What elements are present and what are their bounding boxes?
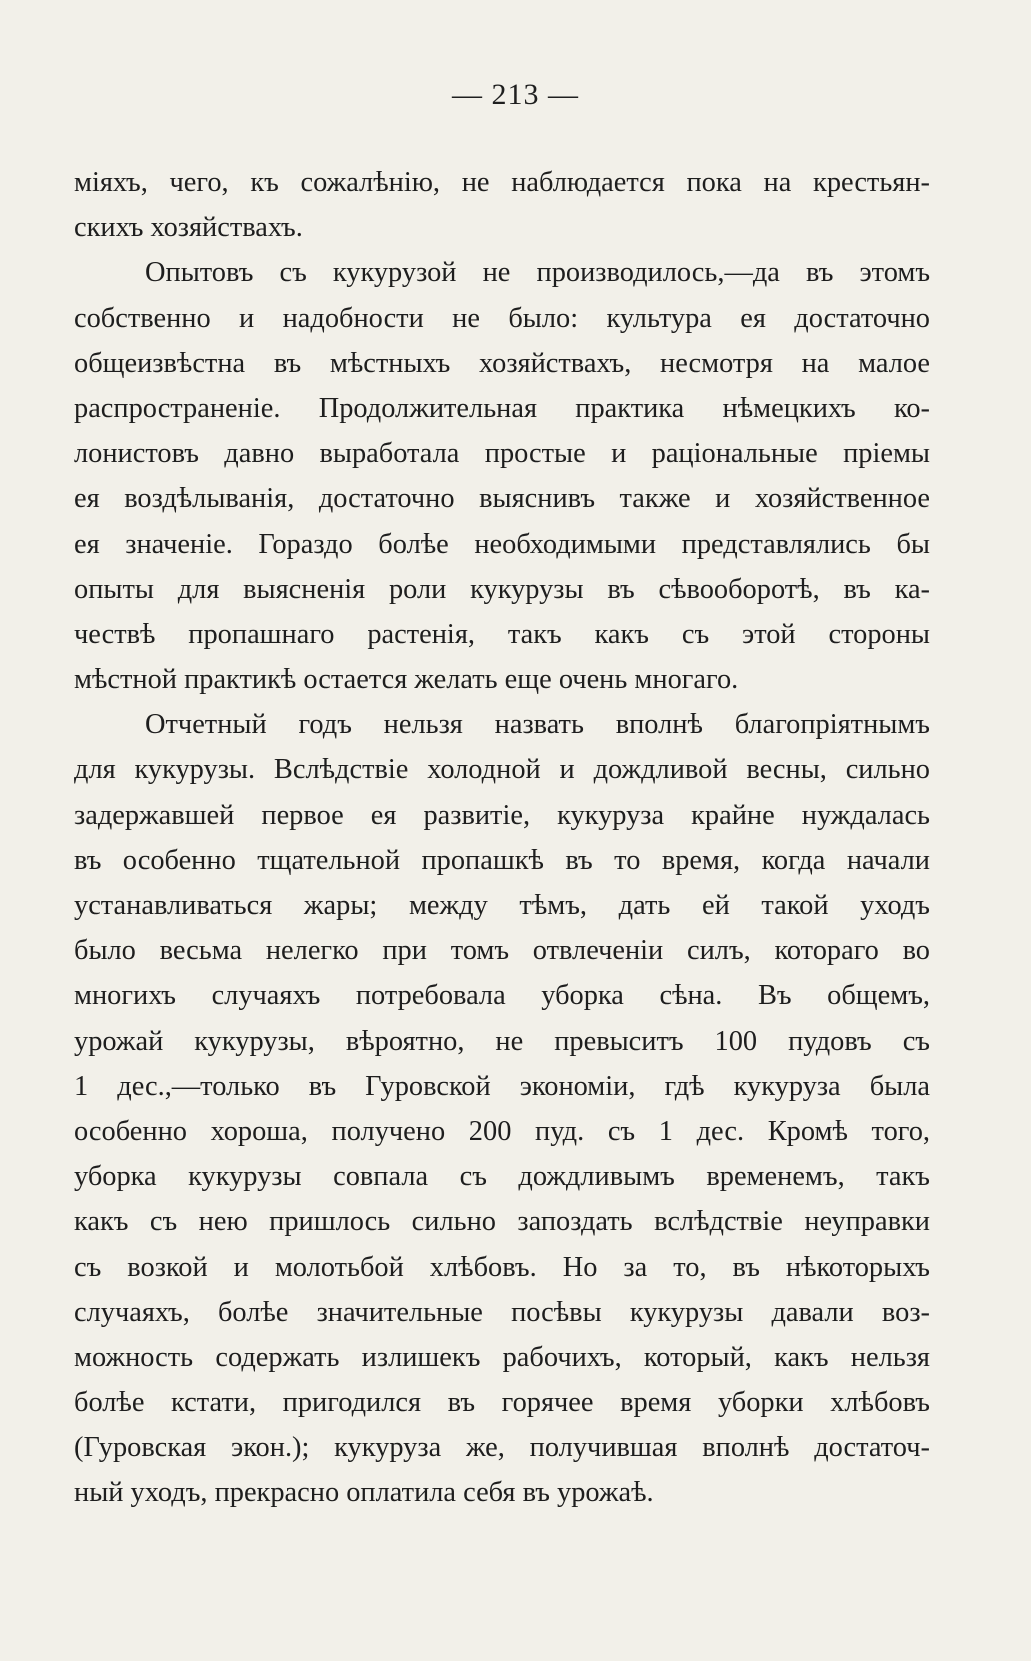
text-line: ный уходъ, прекрасно оплатила себя въ урожаѣ. (74, 1477, 654, 1509)
text-line: устанавливаться жары; между тѣмъ, дать ей такой уходъ (74, 890, 930, 921)
text-line: (Гуровская экон.); кукуруза же, получившая вполнѣ достаточ- (74, 1432, 930, 1464)
text-line: для кукурузы. Вслѣдствіе холодной и дождливой весны, сильно (74, 754, 930, 786)
text-line: Опытовъ съ кукурузой не производилось,—да въ этомъ (145, 257, 930, 289)
text-line: съ возкой и молотьбой хлѣбовъ. Но за то, въ нѣкоторыхъ (74, 1251, 930, 1283)
text-line: уборка кукурузы совпала съ дождливымъ временемъ, такъ (74, 1161, 930, 1193)
text-line: чествѣ пропашнаго растенія, такъ какъ съ этой стороны (74, 618, 930, 650)
text-line: урожай кукурузы, вѣроятно, не превыситъ 100 пудовъ съ (74, 1025, 930, 1057)
text-line: Отчетный годъ нельзя назвать вполнѣ благопріятнымъ (145, 709, 930, 741)
page-number: — 213 — (452, 78, 579, 111)
text-line: распространеніе. Продолжительная практика нѣмецкихъ ко- (74, 392, 930, 424)
text-line: можность содержать излишекъ рабочихъ, который, какъ нельзя (74, 1341, 930, 1373)
paragraph (74, 250, 930, 702)
text-line: мѣстной практикѣ остается желать еще очень многаго. (74, 664, 739, 696)
text-line: въ особенно тщательной пропашкѣ въ то время, когда начали (74, 844, 930, 876)
text-line: какъ съ нею пришлось сильно запоздать вслѣдствіе неуправки (74, 1206, 930, 1238)
paragraph (74, 160, 930, 250)
text-line: особенно хороша, получено 200 пуд. съ 1 дес. Кромѣ того, (74, 1115, 930, 1147)
text-line: было весьма нелегко при томъ отвлеченіи силъ, котораго во (74, 935, 930, 967)
text-line: задержавшей первое ея развитіе, кукуруза крайне нуждалась (74, 799, 930, 831)
body-text (74, 160, 930, 1516)
text-line: болѣе кстати, пригодился въ горячее время уборки хлѣбовъ (74, 1387, 930, 1419)
text-line: многихъ случаяхъ потребовала уборка сѣна. Въ общемъ, (74, 980, 930, 1012)
text-line: собственно и надобности не было: культура ея достаточно (74, 302, 930, 334)
text-line: скихъ хозяйствахъ. (74, 212, 303, 244)
text-line: ея значеніе. Гораздо болѣе необходимыми представлялись бы (74, 528, 930, 560)
paragraph (74, 702, 930, 1515)
text-line: общеизвѣстна въ мѣстныхъ хозяйствахъ, несмотря на малое (74, 347, 930, 379)
text-line: 1 дес.,—только въ Гуровской экономіи, гдѣ кукуруза была (74, 1070, 930, 1102)
text-line: лонистовъ давно выработала простые и раціональные пріемы (74, 438, 930, 470)
text-line: ея воздѣлыванія, достаточно выяснивъ также и хозяйственное (74, 483, 930, 515)
text-line: міяхъ, чего, къ сожалѣнію, не наблюдается пока на крестьян- (74, 167, 930, 198)
text-line: опыты для выясненія роли кукурузы въ сѣвооборотѣ, въ ка- (74, 573, 930, 605)
text-line: случаяхъ, болѣе значительные посѣвы кукурузы давали воз- (74, 1296, 930, 1328)
